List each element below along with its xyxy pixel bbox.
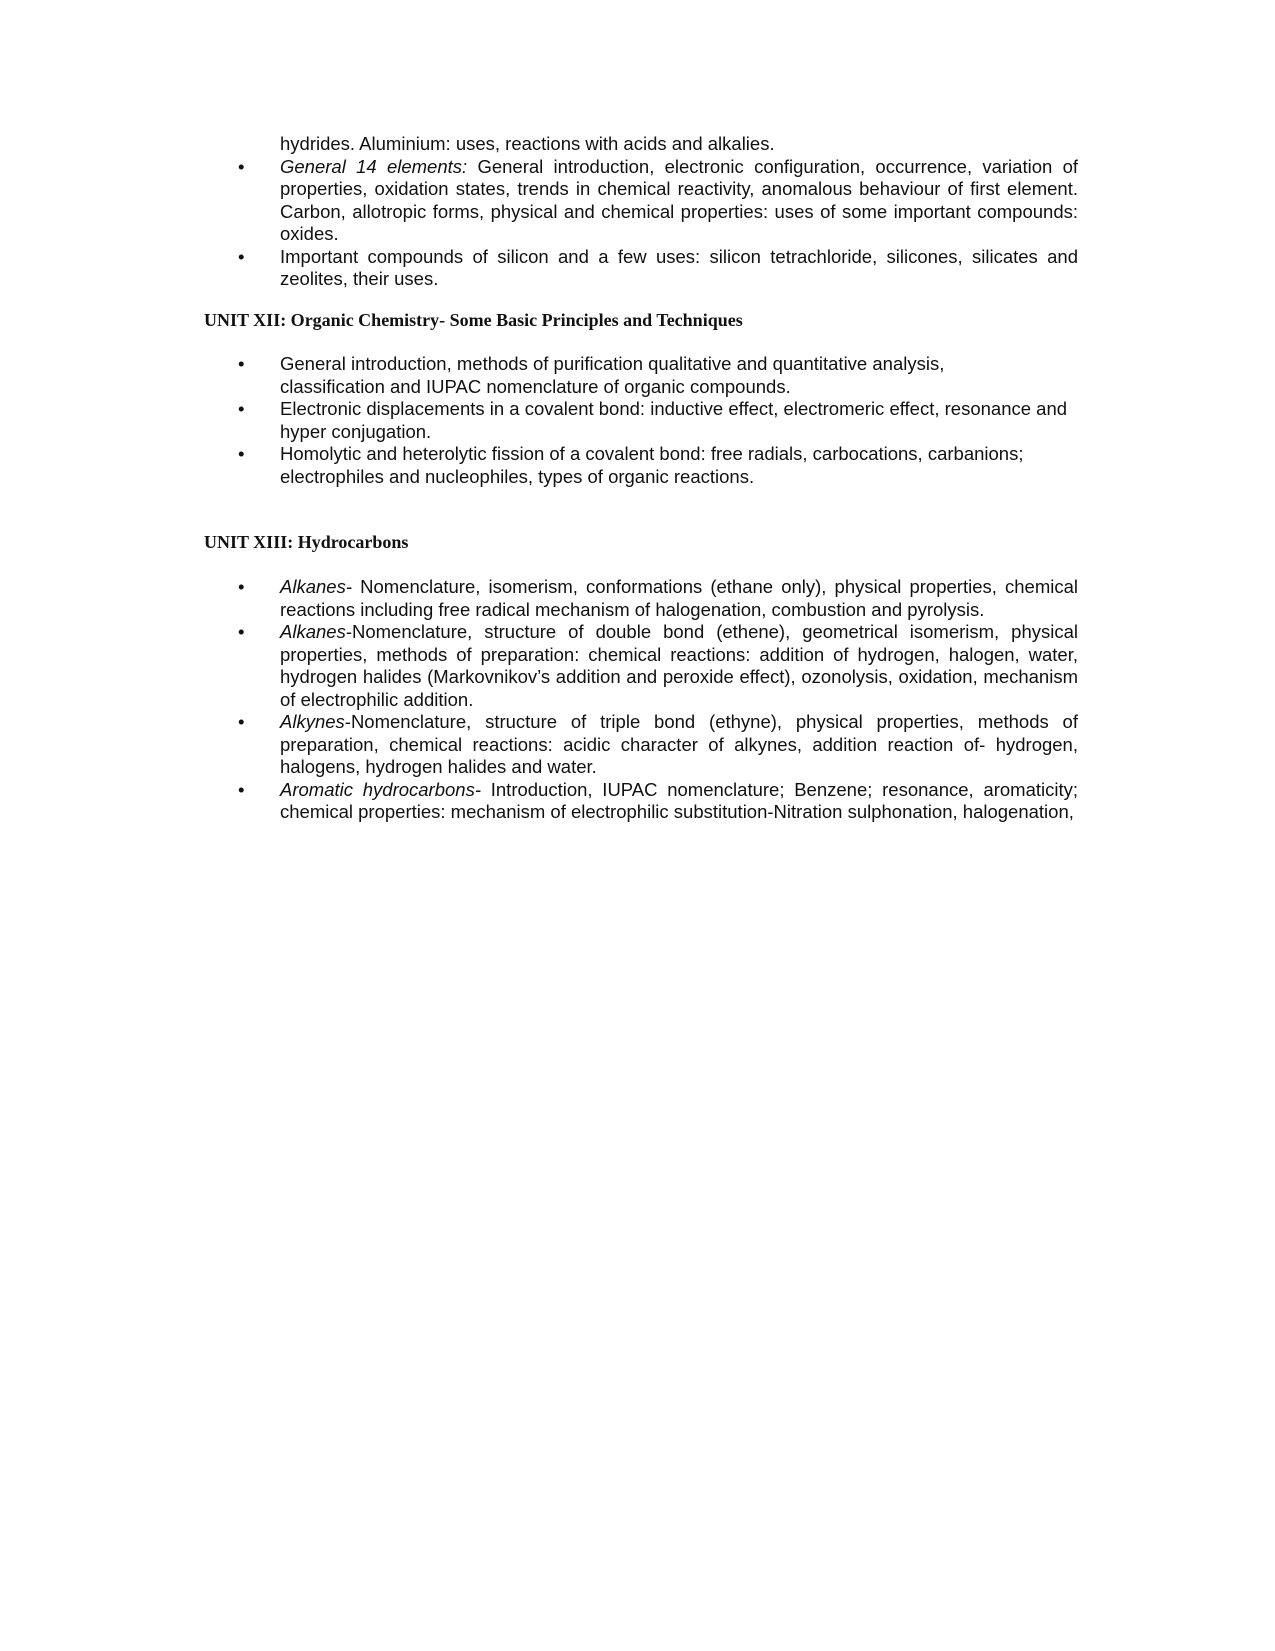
list-item (0, 398, 1275, 443)
unit-13-list (0, 576, 1275, 824)
unit-13-heading: UNIT XIII: Hydrocarbons (204, 532, 409, 552)
list-item-text (280, 621, 1078, 711)
list-item (0, 711, 1275, 779)
bullet-glyph: • (238, 576, 245, 597)
list-item (0, 246, 1275, 291)
list-item-text (280, 246, 1078, 291)
item-lead: General 14 elements: (280, 155, 468, 177)
item-lead: Alkanes (280, 621, 346, 642)
bullet-glyph: • (238, 621, 245, 642)
bullet-glyph: • (238, 245, 245, 267)
list-item (0, 576, 1275, 621)
item-lead: Aromatic hydrocarbons- (280, 778, 481, 800)
item-lead: Alkanes- (280, 576, 352, 597)
continued-list (0, 133, 1275, 291)
list-item-text: Homolytic and heterolytic fission of a covalent bond: free radials, carbocations, carbanions; electrophiles and nucleophiles, types of organic reactions. (280, 443, 1024, 487)
item-lead: Alkynes (280, 711, 345, 732)
bullet-glyph: • (238, 711, 245, 732)
list-item-continued (0, 133, 1275, 156)
unit-12-list (0, 353, 1275, 488)
unit-12-heading: UNIT XII: Organic Chemistry- Some Basic Principles and Techniques (204, 310, 743, 330)
bullet-glyph: • (238, 398, 245, 419)
item-body: Introduction, IUPAC nomenclature; Benzene; resonance, aromaticity; chemical properties: mechanism of electrophilic substitution-Nitration sulphonation, halogenation, (280, 778, 1078, 822)
bullet-glyph: • (238, 353, 245, 374)
bullet-glyph: • (238, 443, 245, 464)
item-body: Important compounds of silicon and a few uses: silicon tetrachloride, silicones, silicates and zeolites, their uses. (280, 245, 1078, 289)
continued-text: hydrides. Aluminium: uses, reactions with acids and alkalies. (280, 133, 775, 154)
bullet-glyph: • (238, 155, 245, 177)
list-item (0, 156, 1275, 246)
list-item-text (280, 576, 1078, 621)
item-body: General introduction, electronic configuration, occurrence, variation of properties, oxidation states, trends in chemical reactivity, anomalous behaviour of first element. Carbon, allotropic forms, physical and chemical properties: uses of some important compounds: oxides. (280, 155, 1078, 244)
item-body: Nomenclature, isomerism, conformations (ethane only), physical properties, chemical reactions including free radical mechanism of halogenation, combustion and pyrolysis. (280, 576, 1078, 620)
list-item-text (280, 779, 1078, 824)
bullet-glyph: • (238, 778, 245, 800)
list-item (0, 443, 1275, 488)
list-item-text (280, 156, 1078, 246)
list-item-text: General introduction, methods of purification qualitative and quantitative analysis, classification and IUPAC nomenclature of organic compounds. (280, 353, 945, 397)
list-item (0, 621, 1275, 711)
list-item-text: Electronic displacements in a covalent bond: inductive effect, electromeric effect, resonance and hyper conjugation. (280, 398, 1068, 442)
list-item (0, 353, 1275, 398)
item-body: -Nomenclature, structure of triple bond (ethyne), physical properties, methods of preparation, chemical reactions: acidic character of alkynes, addition reaction of- hydrogen, halogens, hydrogen halides and water. (280, 711, 1078, 777)
item-body: -Nomenclature, structure of double bond (ethene), geometrical isomerism, physical properties, methods of preparation: chemical reactions: addition of hydrogen, halogen, water, hydrogen halides (Markovnikov’s addition and peroxide effect), ozonolysis, oxidation, mechanism of electrophilic addition. (280, 621, 1078, 710)
list-item (0, 779, 1275, 824)
list-item-text (280, 711, 1078, 779)
